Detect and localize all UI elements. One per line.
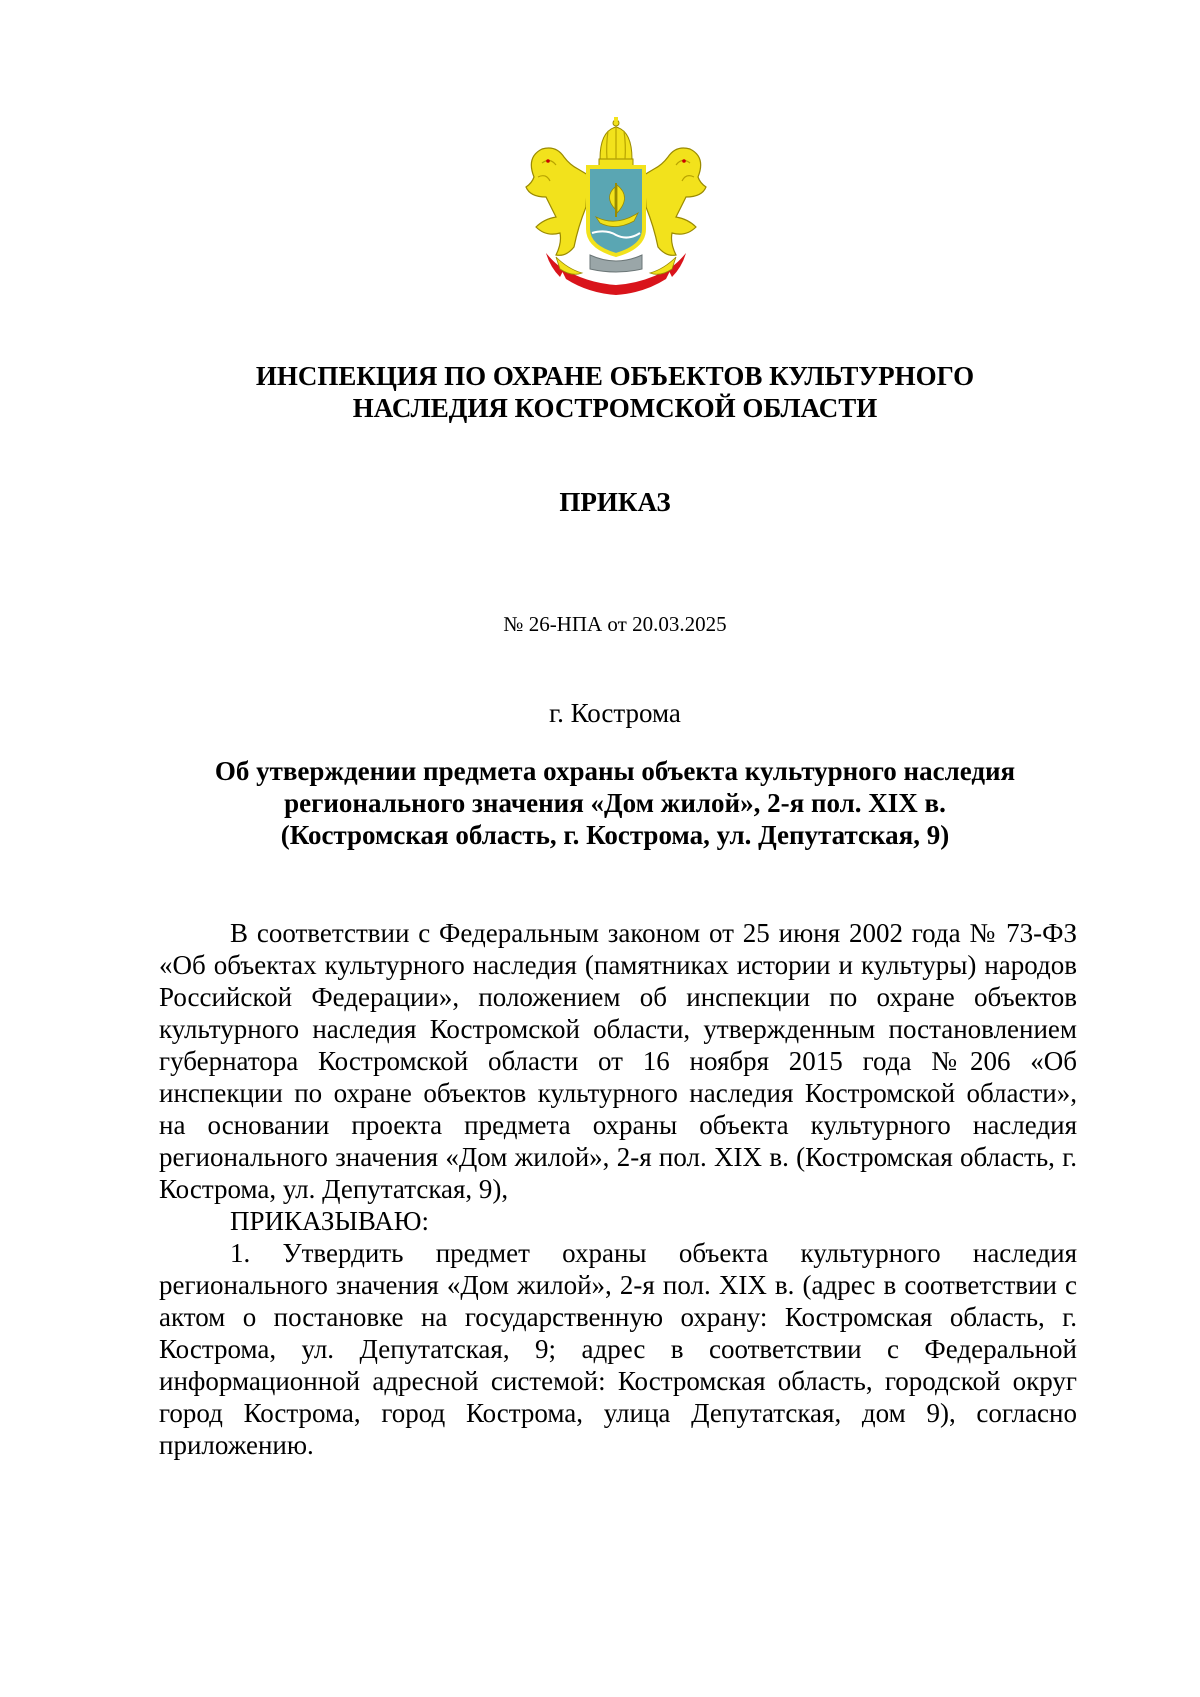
preamble-paragraph: В соответствии с Федеральным законом от 25 июня 2002 года № 73-ФЗ «Об объектах культурного наследия (памятниках истории и культуры) народов Российской Федерации», положением об инспекции по охране объектов культурного наследия Костромской области, утвержденным постановлением губернатора Костромской области от 16 ноября 2015 года №206 «Об инспекции по охране объектов культурного наследия Костромской области», на основании проекта предмета охраны объекта культурного наследия регионального значения «Дом жилой», 2-я пол. XIX в. (Костромская область, г. Кострома, ул. Депутатская, 9), xyxy=(159,918,1077,1204)
subject-line-2: регионального значения «Дом жилой», 2-я пол. XIX в. xyxy=(284,788,946,818)
org-line-2: НАСЛЕДИЯ КОСТРОМСКОЙ ОБЛАСТИ xyxy=(352,393,878,423)
org-line-1: ИНСПЕКЦИЯ ПО ОХРАНЕ ОБЪЕКТОВ КУЛЬТУРНОГО xyxy=(255,361,975,391)
shield-icon xyxy=(588,167,644,255)
document-type-title: ПРИКАЗ xyxy=(559,487,671,517)
order-item-1: 1. Утвердить предмет охраны объекта культурного наследия регионального значения «Дом жилой», 2-я пол. XIX в. (адрес в соответствии с актом о постановке на государственную охрану: Костромская область, г. Кострома, ул. Депутатская, 9; адрес в соответствии с Федеральной информационной адресной системой: Костромская область, городской округ город Кострома, город Кострома, улица Депутатская, дом 9), согласно приложению. xyxy=(159,1238,1077,1460)
crown-icon xyxy=(599,117,633,167)
left-lion-supporter xyxy=(526,148,588,255)
coat-of-arms-emblem xyxy=(516,117,716,295)
emblem-base xyxy=(590,255,642,272)
city-name: г. Кострома xyxy=(549,698,681,728)
right-lion-supporter xyxy=(644,148,706,255)
subject-line-1: Об утверждении предмета охраны объекта культурного наследия xyxy=(214,756,1016,786)
order-body xyxy=(159,917,1077,1461)
order-number-date: № 26-НПА от 20.03.2025 xyxy=(503,612,727,636)
organization-name xyxy=(150,360,1080,424)
order-subject xyxy=(150,755,1080,851)
subject-line-3: (Костромская область, г. Кострома, ул. Депутатская, 9) xyxy=(280,820,950,850)
order-word: ПРИКАЗЫВАЮ: xyxy=(230,1206,429,1236)
